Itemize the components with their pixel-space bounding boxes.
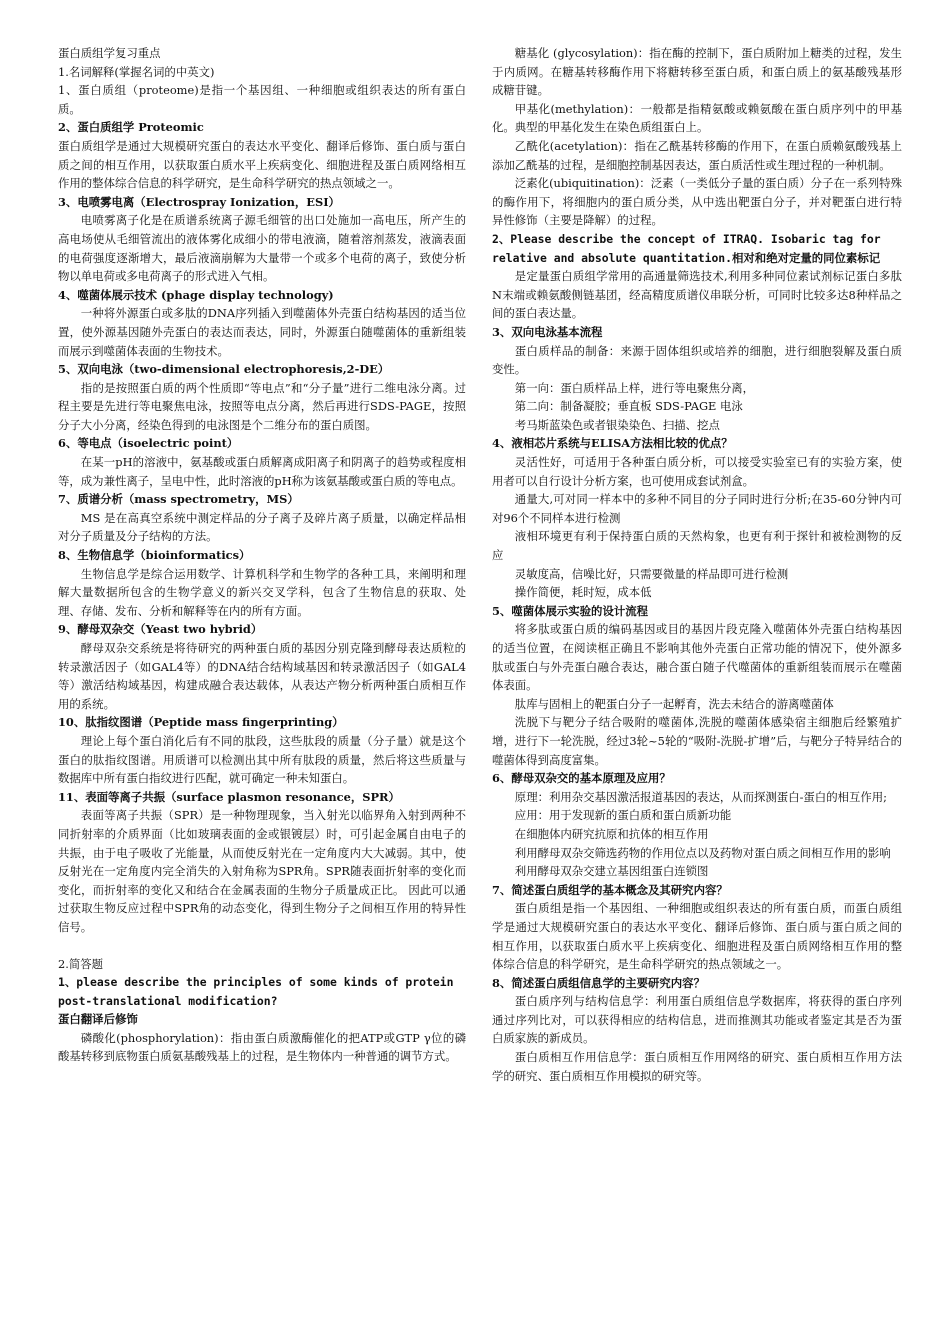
- term-body-proteomics: 蛋白质组学是通过大规模研究蛋白的表达水平变化、翻译后修饰、蛋白质与蛋白质之间的相互作用，以获取蛋白质水平上疾病变化、细胞进程及蛋白质网络相互作用的整体综合信息的科学研究，是生命科学研究的热点领域之一。: [58, 138, 466, 191]
- answer-ubiquitination: 泛素化(ubiquitination)：泛素（一类低分子量的蛋白质）分子在一系列特殊的酶作用下，将细胞内的蛋白质分类，从中选出靶蛋白分子，并对靶蛋白进行特异性修饰（主要是降解）的过程。: [492, 176, 902, 228]
- answer-4-throughput: 通量大,可对同一样本中的多种不同目的分子同时进行分析;在35-60分钟内可对96个不同样本进行检测: [492, 492, 902, 525]
- left-column: [58, 44, 466, 1066]
- question-4: 4、液相芯片系统与ELISA方法相比较的优点？: [492, 436, 733, 451]
- spacer: [58, 937, 466, 955]
- answer-6-principle: 原理：利用杂交基因激活报道基因的表达，从而探测蛋白-蛋白的相互作用;: [514, 789, 887, 804]
- term-heading-y2h: 9、酵母双杂交（Yeast two hybrid）: [58, 622, 263, 637]
- answer-3-staining: 考马斯蓝染色或者银染染色、扫描、挖点: [514, 417, 720, 432]
- answer-5-cloning: 将多肽或蛋白质的编码基因或目的基因片段克隆入噬菌体外壳蛋白结构基因的适当位置，在阅读框正确且不影响其他外壳蛋白正常功能的情况下，使外源多肽或蛋白与外壳蛋白融合表达，融合蛋白随子代噬菌体的重新组装而展示在噬菌体表面。: [492, 622, 902, 693]
- term-heading-pmf: 10、肽指纹图谱（Peptide mass fingerprinting）: [58, 715, 344, 730]
- question-2: 2、Please describe the concept of ITRAQ. Isobaric tag for relative and absolute quantitation.相对和绝对定量的同位素标记: [492, 231, 881, 265]
- answer-6-application-1: 应用：用于发现新的蛋白质和蛋白质新功能: [514, 808, 732, 823]
- term-proteome: 1、蛋白质组（proteome)是指一个基因组、一种细胞或组织表达的所有蛋白质。: [58, 83, 466, 116]
- term-body-pmf: 理论上每个蛋白消化后有不同的肽段，这些肽段的质量（分子量）就是这个蛋白的肽指纹图谱。用质谱可以检测出其中所有肽段的质量，然后将这些质量与数据库中所有蛋白指纹进行匹配，就可确定一种未知蛋白。: [58, 733, 466, 786]
- answer-3-first-dimension: 第一向：蛋白质样品上样，进行等电聚焦分离，: [514, 380, 755, 395]
- answer-glycosylation: 糖基化 (glycosylation)：指在酶的控制下，蛋白质附加上糖类的过程，发生于内质网。在糖基转移酶作用下将糖转移至蛋白质，和蛋白质上的氨基酸残基形成糖苷键。: [492, 46, 902, 98]
- answer-3-sample-prep: 蛋白质样品的制备：来源于固体组织或培养的细胞，进行细胞裂解及蛋白质变性。: [492, 343, 902, 377]
- answer-3-second-dimension: 第二向：制备凝胶；垂直板 SDS-PAGE 电泳: [514, 399, 743, 414]
- term-heading-esi: 3、电喷雾电离（Electrospray Ionization，ESI）: [58, 194, 340, 209]
- term-heading-ms: 7、质谱分析（mass spectrometry，MS）: [58, 492, 299, 507]
- term-heading-spr: 11、表面等离子共振（surface plasmon resonance，SPR）: [58, 789, 400, 804]
- section-heading-terms: 1.名词解释(掌握名词的中英文): [58, 64, 215, 79]
- answer-6-application-4: 利用酵母双杂交建立基因组蛋白连锁图: [514, 864, 709, 879]
- term-heading-bioinformatics: 8、生物信息学（bioinformatics）: [58, 548, 251, 563]
- answer-phosphorylation: 磷酸化(phosphorylation)：指由蛋白质激酶催化的把ATP或GTP γ位的磷酸基转移到底物蛋白质氨基酸残基上的过程，是生物体内一种普通的调节方式。: [58, 1030, 466, 1064]
- term-body-phage-display: 一种将外源蛋白或多肽的DNA序列插入到噬菌体外壳蛋白结构基因的适当位置，使外源基因随外壳蛋白的表达而表达，同时，外源蛋白随噬菌体的重新组装而展示到噬菌体表面的生物技术。: [58, 306, 466, 358]
- term-body-pi: 在某一pH的溶液中，氨基酸或蛋白质解离成阳离子和阴离子的趋势或程度相等，成为兼性离子，呈电中性，此时溶液的pH称为该氨基酸或蛋白质的等电点。: [58, 455, 466, 488]
- answer-acetylation: 乙酰化(acetylation)：指在乙酰基转移酶的作用下，在蛋白质赖氨酸残基上添加乙酰基的过程，是细胞控制基因表达，蛋白质活性或生理过程的一种机制。: [492, 138, 902, 172]
- answer-4-sensitivity: 灵敏度高，信噪比好，只需要微量的样品即可进行检测: [514, 566, 789, 581]
- answer-4-liquid-phase: 液相环境更有利于保持蛋白质的天然构象，也更有利于探针和被检测物的反应: [492, 529, 902, 563]
- document-title: 蛋白质组学复习重点: [58, 46, 161, 60]
- answer-5-incubation: 肽库与固相上的靶蛋白分子一起孵育，洗去未结合的游离噬菌体: [514, 696, 834, 711]
- term-heading-2de: 5、双向电泳（two-dimensional electrophoresis,2-DE）: [58, 362, 390, 377]
- term-body-2de: 指的是按照蛋白质的两个性质即“等电点”和“分子量”进行二维电泳分离。过程主要是先进行等电聚焦电泳，按照等电点分离，然后再进行SDS-PAGE，按照分子大小分离，经染色得到的电泳图是个二维分布的蛋白质图。: [58, 380, 466, 432]
- term-heading-proteomics: 2、蛋白质组学 Proteomic: [58, 120, 204, 135]
- term-body-spr: 表面等离子共振（SPR）是一种物理现象，当入射光以临界角入射到两种不同折射率的介质界面（比如玻璃表面的金或银镀层）时，可引起金属自由电子的共振，由于电子吸收了光能量，从而使反射光在一定角度内大大减弱。其中，使反射光在一定角度内完全消失的入射角称为SPR角。SPR随表面折射率的变化而变化，而折射率的变化又和结合在金属表面的生物分子质量成正比。 因此可以通过获取生物反应过程中SPR角的动态变化，得到生物分子之间相互作用的特异性信号。: [58, 808, 466, 934]
- term-heading-phage-display: 4、噬菌体展示技术 (phage display technology): [58, 287, 334, 302]
- question-8: 8、简述蛋白质组信息学的主要研究内容？: [492, 975, 705, 990]
- question-3: 3、双向电泳基本流程: [492, 324, 603, 339]
- answer-methylation: 甲基化(methylation)：一般都是指精氨酸或赖氨酸在蛋白质序列中的甲基化。典型的甲基化发生在染色质组蛋白上。: [492, 101, 902, 135]
- question-7: 7、简述蛋白质组学的基本概念及其研究内容？: [492, 882, 728, 897]
- answer-8-sequence-structure: 蛋白质序列与结构信息学：利用蛋白质组信息学数据库，将获得的蛋白序列通过序列比对，可以获得相应的结构信息，进而推测其功能或者鉴定其是否为蛋白质家族的新成员。: [492, 994, 902, 1046]
- answer-2: 是定量蛋白质组学常用的高通量筛选技术,利用多种同位素试剂标记蛋白多肽N末端或赖氨酸侧链基团，经高精度质谱仪串联分析，可同时比较多达8种样品之间的蛋白表达量。: [492, 269, 902, 321]
- answer-4-flexibility: 灵活性好，可适用于各种蛋白质分析，可以接受实验室已有的实验方案，使用者可以自行设计分析方案，也可使用成套试剂盒。: [492, 455, 902, 488]
- term-body-esi: 电喷雾离子化是在质谱系统离子源毛细管的出口处施加一高电压，所产生的高电场使从毛细管流出的液体雾化成细小的带电液滴，随着溶剂蒸发，液滴表面的电荷强度逐渐增大，最后液滴崩解为大量带一个或多个电荷的离子，致使分析物以单电荷或多电荷离子的形式进入气相。: [58, 213, 466, 284]
- answer-8-interaction: 蛋白质相互作用信息学：蛋白质相互作用网络的研究、蛋白质相互作用方法学的研究、蛋白质相互作用模拟的研究等。: [492, 1050, 902, 1083]
- question-1-subheading: 蛋白翻译后修饰: [58, 1012, 138, 1027]
- question-1: 1、please describe the principles of some kinds of protein post-translational modification?: [58, 975, 454, 1008]
- answer-5-elution: 洗脱下与靶分子结合吸附的噬菌体,洗脱的噬菌体感染宿主细胞后经繁殖扩增，进行下一轮洗脱，经过3轮~5轮的“吸附-洗脱-扩增”后，与靶分子特异结合的噬菌体得到高度富集。: [492, 715, 902, 767]
- question-6: 6、酵母双杂交的基本原理及应用？: [492, 771, 671, 786]
- answer-4-simplicity: 操作简便，耗时短，成本低: [514, 585, 652, 600]
- term-body-ms: MS 是在高真空系统中测定样品的分子离子及碎片离子质量，以确定样品相对分子质量及分子结构的方法。: [58, 510, 466, 544]
- term-body-bioinformatics: 生物信息学是综合运用数学、计算机科学和生物学的各种工具，来阐明和理解大量数据所包含的生物学意义的新兴交叉学科，包含了生物信息的获取、处理、存储、发布、分析和解释等在内的所有方面。: [58, 566, 466, 618]
- term-heading-pi: 6、等电点（isoelectric point）: [58, 436, 239, 451]
- term-body-y2h: 酵母双杂交系统是将待研究的两种蛋白质的基因分别克隆到酵母表达质粒的转录激活因子（如GAL4等）的DNA结合结构域基因和转录激活因子（如GAL4等）激活结构域基因，构建成融合表达载体，从表达产物分析两种蛋白质相互作用的系统。: [58, 641, 466, 711]
- question-5: 5、噬菌体展示实验的设计流程: [492, 603, 649, 618]
- right-column: [492, 44, 902, 1085]
- answer-6-application-2: 在细胞体内研究抗原和抗体的相互作用: [514, 826, 709, 841]
- answer-7: 蛋白质组是指一个基因组、一种细胞或组织表达的所有蛋白质，而蛋白质组学是通过大规模研究蛋白的表达水平变化、翻译后修饰、蛋白质与蛋白质之间的相互作用，以获取蛋白质水平上疾病变化、细胞进程及蛋白质网络相互作用的整体综合信息的科学研究，是生命科学研究的热点领域之一。: [492, 901, 902, 972]
- section-heading-short-answer: 2.简答题: [58, 956, 104, 971]
- answer-6-application-3: 利用酵母双杂交筛选药物的作用位点以及药物对蛋白质之间相互作用的影响: [514, 845, 891, 860]
